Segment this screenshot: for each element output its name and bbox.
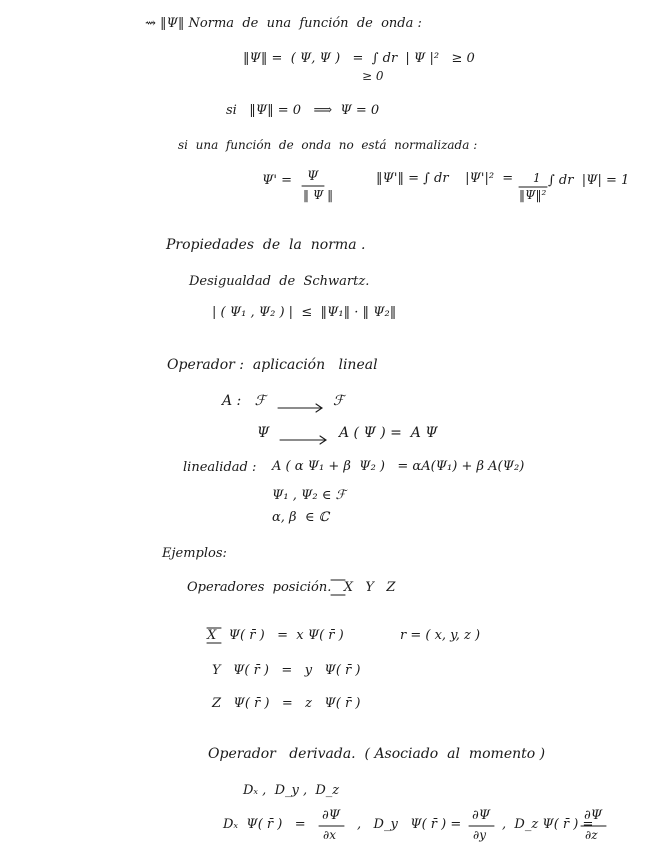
position-z-equation: Z Ψ( r̄ ) = z Ψ( r̄ ): [212, 696, 361, 711]
derivative-y-num: ∂Ψ: [472, 808, 491, 823]
schwartz-heading: Desigualdad de Schwartz.: [189, 274, 370, 289]
norm-definition: ‖Ψ‖ = ( Ψ, Ψ ) = ∫ dr | Ψ |² ≥ 0: [243, 51, 475, 66]
heading-norm: ⇝ ‖Ψ‖ Norma de una función de onda :: [145, 16, 422, 31]
normalized-frac-den: ‖Ψ‖²: [519, 188, 547, 202]
norm-nonneg-note: ≥ 0: [362, 69, 384, 83]
derivative-y-lhs: , D_y Ψ( r̄ ) =: [357, 817, 462, 832]
normalized-psi-num: Ψ: [307, 169, 319, 184]
linearity-label: linealidad :: [183, 460, 257, 475]
map-arrow-head: [320, 436, 326, 444]
derivative-x-num: ∂Ψ: [322, 808, 341, 823]
derivative-z-den: ∂z: [585, 828, 598, 842]
derivative-z-lhs: , D_z Ψ( r̄ ) =: [502, 817, 594, 832]
normalized-frac-num: 1: [533, 171, 541, 185]
norm-properties-heading: Propiedades de la norma .: [166, 237, 366, 253]
derivative-x-lhs: Dₓ Ψ( r̄ ) =: [223, 817, 306, 832]
normalized-psi-den: ‖ Ψ ‖: [303, 188, 334, 202]
normalized-integral-rhs: ∫ dr |Ψ| = 1: [548, 173, 630, 188]
operator-action: A ( Ψ ) = A Ψ: [339, 425, 438, 441]
derivative-operator-heading: Operador derivada. ( Asociado al momento ): [208, 746, 546, 762]
derivative-y-den: ∂y: [473, 828, 486, 842]
linearity-scalar-membership: α, β ∈ ℂ: [272, 510, 329, 525]
derivative-z-num: ∂Ψ: [584, 808, 603, 823]
derivative-operators-list: Dₓ , D_y , D_z: [243, 783, 340, 798]
operator-map-domain: A : ℱ: [222, 393, 266, 409]
normalized-psi-lhs: Ψ' =: [262, 173, 292, 188]
position-x-equation: X Ψ( r̄ ) = x Ψ( r̄ ): [207, 628, 344, 643]
map-arrow-head: [316, 404, 322, 412]
operator-map-psi: Ψ: [257, 425, 270, 441]
derivative-x-den: ∂x: [323, 828, 336, 842]
position-operators-heading: Operadores posición. X Y Z: [187, 580, 396, 595]
operator-map-codomain: ℱ: [333, 393, 345, 409]
normalized-norm-integral: ‖Ψ'‖ = ∫ dr |Ψ'|² =: [376, 171, 514, 186]
position-y-equation: Y Ψ( r̄ ) = y Ψ( r̄ ): [212, 663, 361, 678]
not-normalized-note: si una función de onda no está normalizada :: [178, 138, 478, 152]
linearity-equation: A ( α Ψ₁ + β Ψ₂ ) = αA(Ψ₁) + β A(Ψ₂): [272, 459, 525, 474]
position-vector: r = ( x, y, z ): [400, 628, 481, 643]
linearity-psi-membership: Ψ₁ , Ψ₂ ∈ ℱ: [272, 488, 346, 503]
schwartz-inequality: | ( Ψ₁ , Ψ₂ ) | ≤ ‖Ψ₁‖ · ‖ Ψ₂‖: [212, 305, 397, 320]
operator-heading: Operador : aplicación lineal: [167, 357, 378, 373]
norm-zero-implication: si ‖Ψ‖ = 0 ⟹ Ψ = 0: [226, 103, 380, 118]
examples-heading: Ejemplos:: [162, 546, 227, 561]
